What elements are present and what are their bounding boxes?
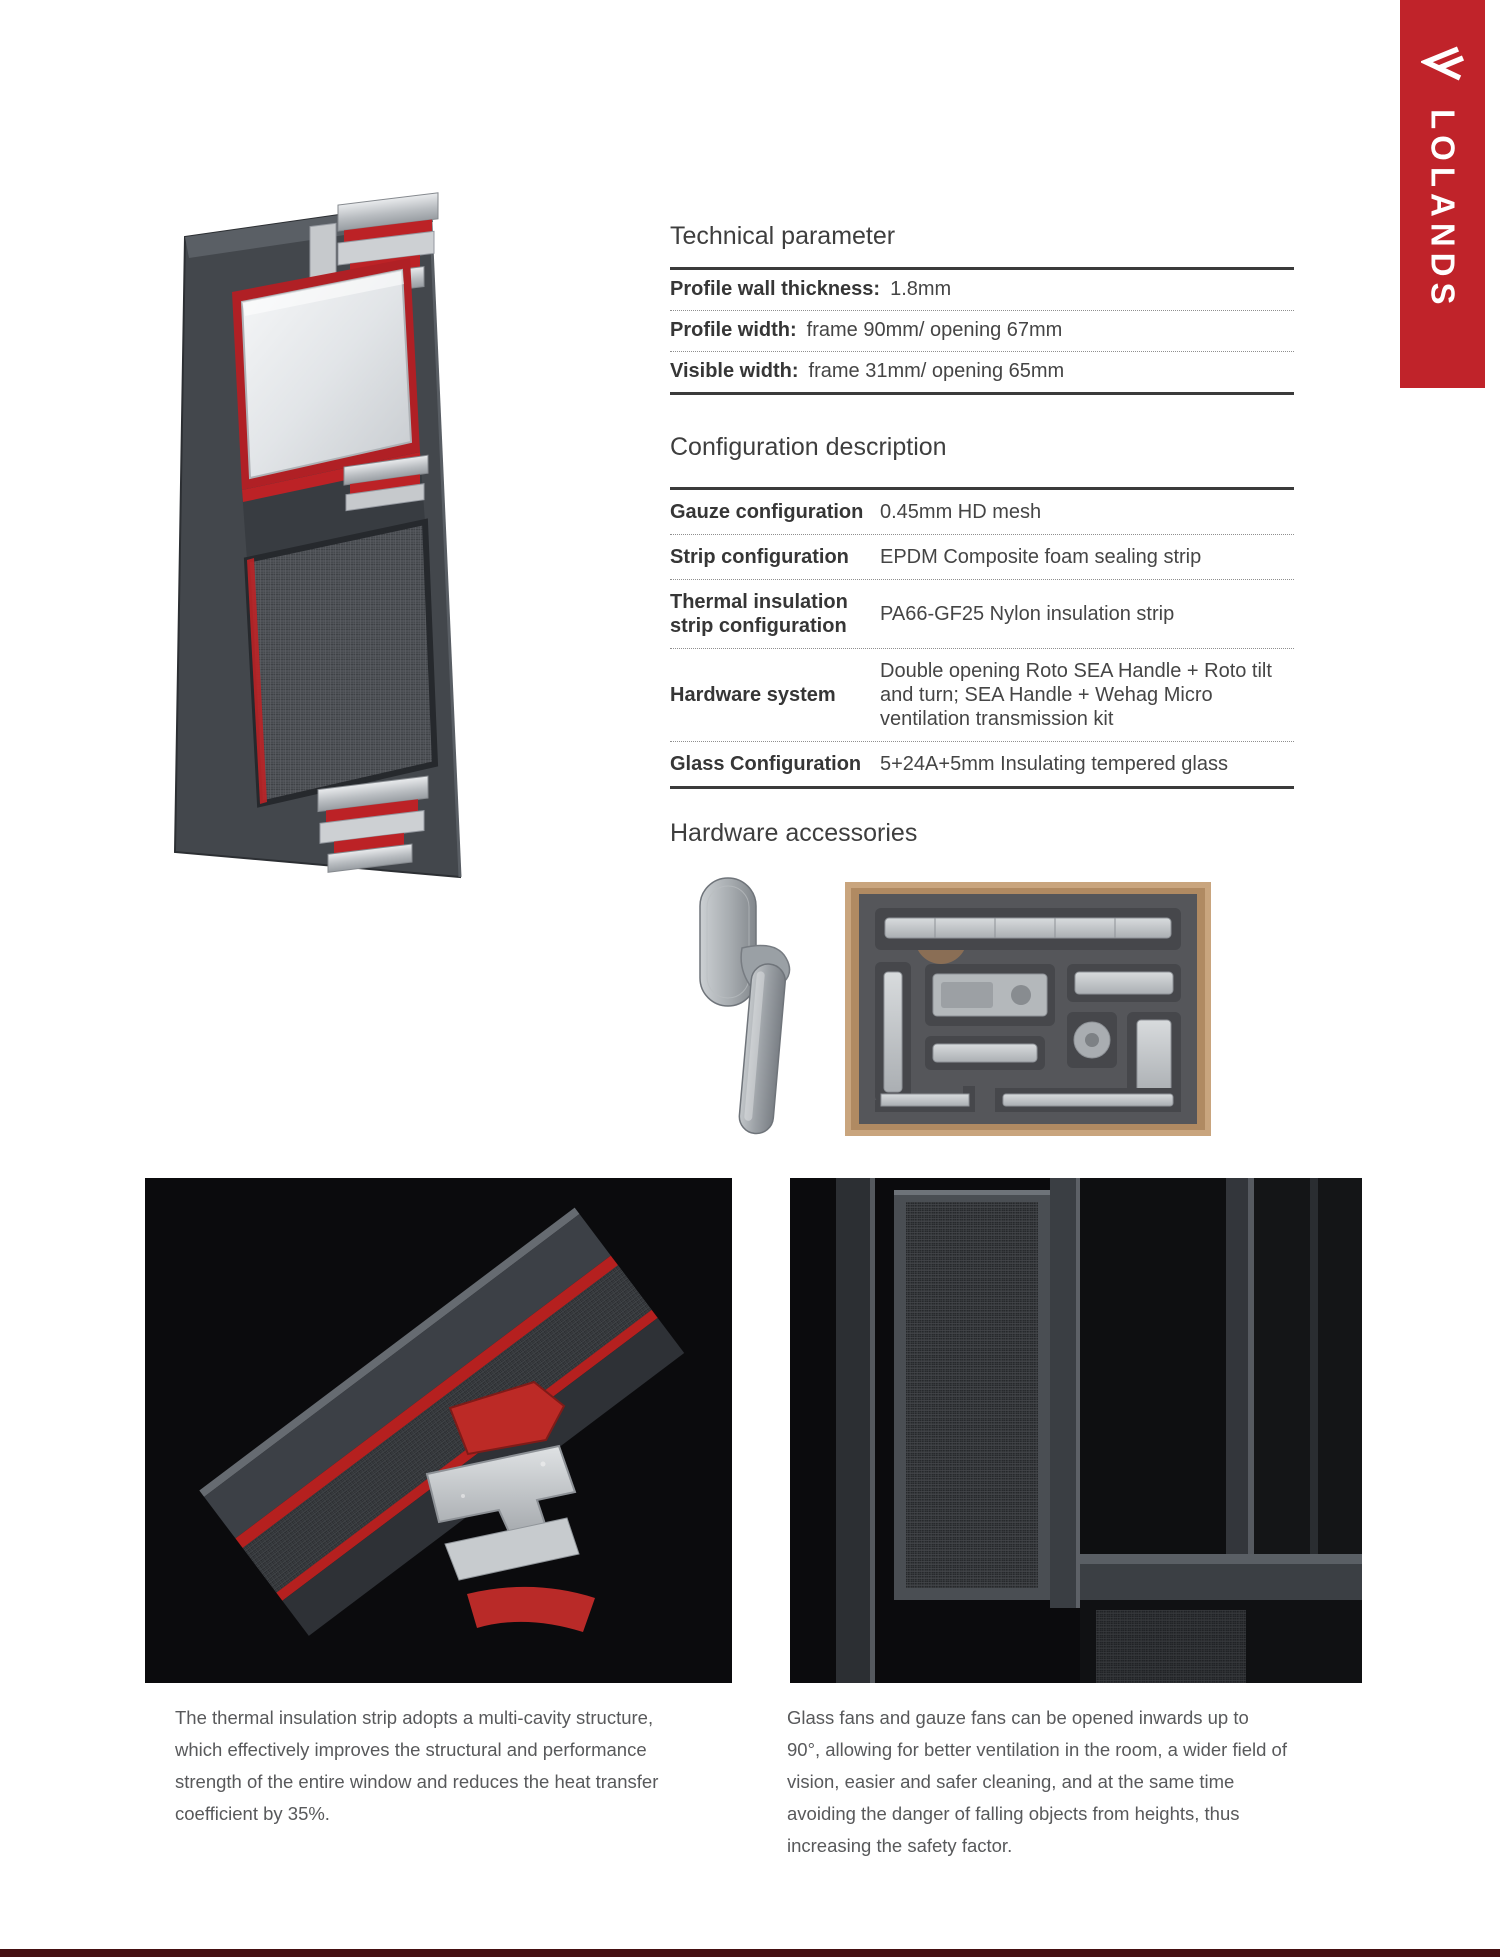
hardware-kit-photo [845, 882, 1211, 1136]
table-row [670, 490, 1294, 535]
row-label: Hardware system [670, 684, 836, 706]
table-row [670, 311, 1294, 352]
table-row [670, 352, 1294, 392]
technical-parameter-table [670, 267, 1294, 395]
table-row [670, 742, 1294, 786]
row-label: Gauze configuration [670, 501, 864, 523]
row-label: Strip configuration [670, 546, 849, 568]
row-value: 5+24A+5mm Insulating tempered glass [880, 753, 1228, 775]
brand-name: LOLANDS [1424, 109, 1462, 311]
thermal-strip-caption: The thermal insulation strip adopts a multi-cavity structure, which effectively improves the structural and performance strength of the entire window and reduces the heat transfer coefficient by 35%. [175, 1707, 659, 1824]
hardware-accessories-title: Hardware accessories [670, 819, 918, 847]
row-value: Double opening Roto SEA Handle + Roto tilt and turn; SEA Handle + Wehag Micro ventilation transmission kit [880, 660, 1272, 730]
glass-gauze-fans-photo [790, 1178, 1362, 1683]
table-row [670, 580, 1294, 649]
row-label: Profile width: [670, 319, 797, 341]
row-value: PA66-GF25 Nylon insulation strip [880, 603, 1175, 625]
lolands-logo-icon [1421, 44, 1465, 95]
configuration-description-title: Configuration description [670, 433, 947, 461]
row-value: frame 90mm/ opening 67mm [806, 319, 1063, 341]
configuration-description-table [670, 487, 1294, 789]
thermal-strip-photo [145, 1178, 732, 1683]
footer-bar [0, 1949, 1500, 1957]
technical-parameter-title: Technical parameter [670, 222, 896, 250]
row-value: 1.8mm [890, 278, 952, 300]
row-label: Visible width: [670, 360, 799, 382]
row-value: EPDM Composite foam sealing strip [880, 546, 1202, 568]
table-row [670, 270, 1294, 311]
brand-banner [1400, 0, 1485, 388]
window-handle-photo [660, 872, 800, 1142]
row-label: Profile wall thickness: [670, 278, 881, 300]
table-row [670, 649, 1294, 742]
window-section-photo [148, 192, 498, 907]
fans-caption: Glass fans and gauze fans can be opened inwards up to 90°, allowing for better ventilation in the room, a wider field of vision, easier and safer cleaning, and at the same time avoiding the danger of falling objects from heights, thus increasing the safety factor. [787, 1707, 1287, 1856]
row-value: frame 31mm/ opening 65mm [808, 360, 1065, 382]
row-value: 0.45mm HD mesh [880, 501, 1042, 523]
table-row [670, 535, 1294, 580]
row-label: Glass Configuration [670, 753, 862, 775]
row-label: Thermal insulation strip configuration [670, 591, 848, 637]
